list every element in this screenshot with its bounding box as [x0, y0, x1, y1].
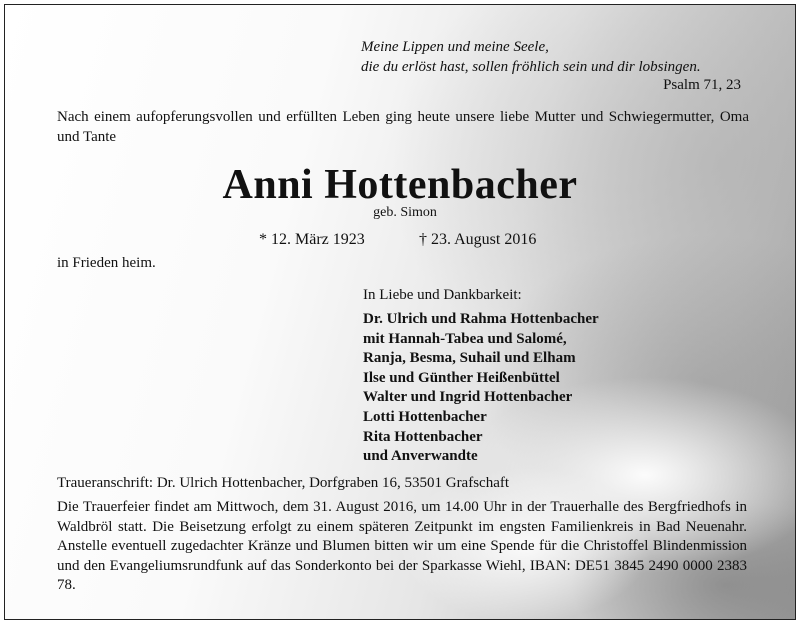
mourner-line: Lotti Hottenbacher [363, 408, 487, 425]
bible-quote [361, 37, 753, 77]
peace-text: in Frieden heim. [57, 255, 156, 271]
mourners-list [363, 310, 599, 467]
mourner-line: Ranja, Besma, Suhail und Elham [363, 350, 576, 367]
mourners-heading: In Liebe und Dankbarkeit: [363, 287, 522, 303]
deceased-name: Anni Hottenbacher [222, 162, 578, 208]
birth-date: * 12. März 1923 [259, 231, 365, 248]
quote-line-1: Meine Lippen und meine Seele, [361, 39, 549, 55]
quote-line-2: die du erlöst hast, sollen fröhlich sein und dir lobsingen. [361, 59, 701, 75]
death-date: † 23. August 2016 [419, 231, 537, 248]
mourner-line: Dr. Ulrich und Rahma Hottenbacher [363, 311, 599, 327]
mourner-line: und Anverwandte [363, 448, 478, 465]
obituary-notice [4, 4, 796, 620]
mourner-line: mit Hannah-Tabea und Salomé, [363, 330, 567, 347]
mourner-line: Walter und Ingrid Hottenbacher [363, 389, 573, 406]
quote-source: Psalm 71, 23 [663, 77, 741, 93]
maiden-name: geb. Simon [373, 205, 437, 220]
intro-text: Nach einem aufopferungsvollen und erfüllten Leben ging heute unsere liebe Mutter und Schwiegermutter, Oma und Tante [57, 109, 749, 145]
funeral-details: Die Trauerfeier findet am Mittwoch, dem 31. August 2016, um 14.00 Uhr in der Trauerhalle des Bergfriedhofs in Waldbröl statt. Die Beisetzung erfolgt zu einem späteren Zeitpunkt im engsten Familienkreis in Bad Neuenahr. Anstelle eventuell zugedachter Kränze und Blumen bitten wir um eine Spende für die Christoffel Blindenmission und den Evangeliumsrundfunk auf das Sonderkonto bei der Sparkasse Wiehl, IBAN: DE51 3845 2490 0000 2383 78. [57, 499, 747, 593]
mourning-address: Traueranschrift: Dr. Ulrich Hottenbacher, Dorfgraben 16, 53501 Grafschaft [57, 475, 510, 491]
mourner-line: Rita Hottenbacher [363, 428, 483, 445]
mourner-line: Ilse und Günther Heißenbüttel [363, 369, 560, 386]
